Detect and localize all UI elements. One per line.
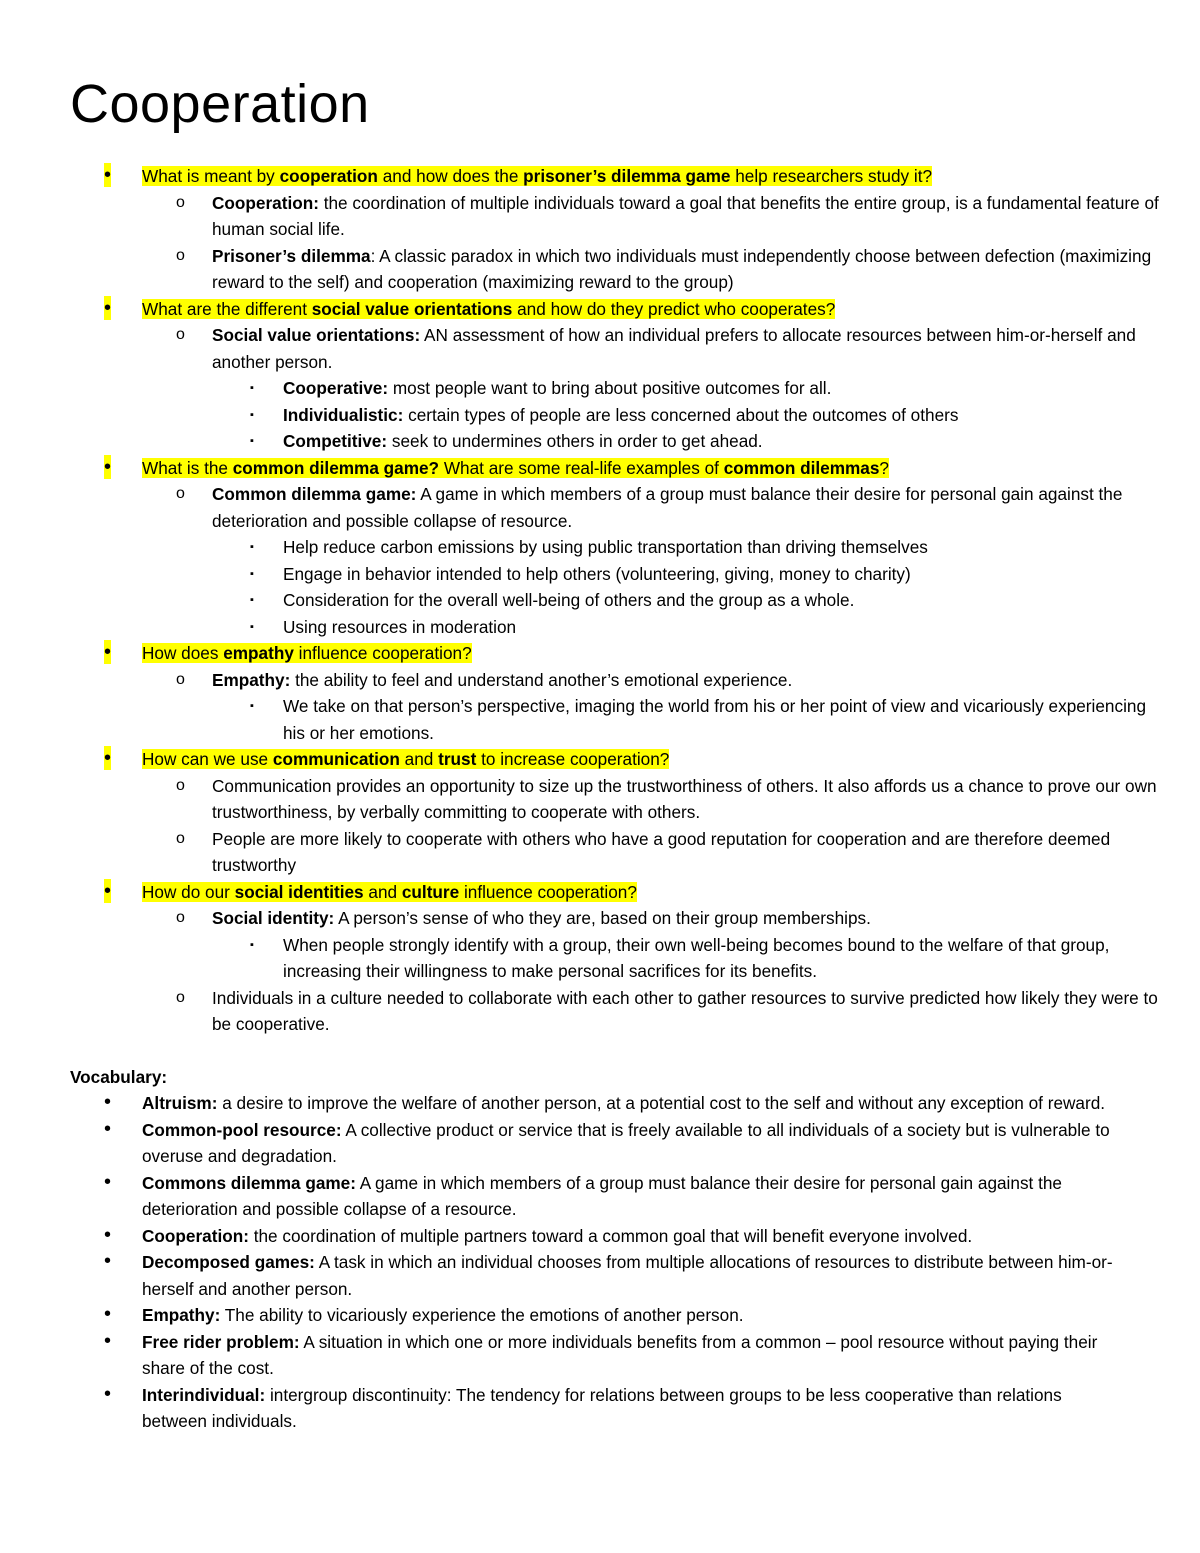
question-item <box>0 163 1200 190</box>
answer-item <box>0 826 1200 879</box>
text-run: What is meant by <box>142 166 280 186</box>
bullet-marker: ▪ <box>250 700 254 712</box>
bold-term: prisoner’s dilemma game <box>523 166 731 186</box>
text-run: We take on that person’s perspective, imaging the world from his or her point of view and vicariously experiencing his or her emotions. <box>283 696 1146 743</box>
answer-item-text <box>212 905 1160 932</box>
answer-item-text <box>212 826 1160 879</box>
answer-item-text <box>212 322 1160 375</box>
detail-item <box>0 693 1200 746</box>
vocabulary-term: Free rider problem: <box>142 1331 300 1352</box>
text-run: Consideration for the overall well-being of others and the group as a whole. <box>283 590 855 610</box>
question-item-text <box>142 746 1160 773</box>
vocabulary-item-text <box>142 1329 1130 1382</box>
bullet-marker: • <box>104 1382 112 1405</box>
bullet-marker: • <box>104 1223 112 1246</box>
vocabulary-term: Altruism: <box>142 1093 218 1113</box>
text-run: the ability to feel and understand another’s emotional experience. <box>290 669 793 690</box>
detail-item <box>0 932 1200 985</box>
bullet-marker: o <box>176 326 185 343</box>
text-run: influence cooperation? <box>459 881 637 902</box>
text-run: ? <box>879 457 889 478</box>
bold-term: common dilemma game? <box>232 457 440 478</box>
answer-item <box>0 905 1200 932</box>
bold-term: cooperation <box>279 166 378 186</box>
answer-item-text <box>212 985 1160 1038</box>
text-run: seek to undermines others in order to get ahead. <box>387 431 763 451</box>
bold-term: Cooperation: <box>212 192 319 213</box>
bullet-marker: ▪ <box>250 382 254 394</box>
highlighted-question <box>142 749 669 769</box>
vocabulary-definition: A collective product or service that is freely available to all individuals of a society but is vulnerable to overuse and degradation. <box>142 1119 1110 1166</box>
vocabulary-definition: A game in which members of a group must balance their desire for personal gain against the deterioration and possible collapse of a resource. <box>142 1172 1062 1219</box>
question-item <box>0 640 1200 667</box>
bold-term: culture <box>401 881 460 902</box>
answer-item <box>0 190 1200 243</box>
answer-item <box>0 322 1200 375</box>
vocabulary-item <box>0 1170 1200 1223</box>
bullet-marker: o <box>176 193 185 211</box>
answer-item-text <box>212 773 1160 826</box>
answer-item-text <box>212 243 1160 296</box>
answer-item <box>0 985 1200 1038</box>
text-run: : A classic paradox in which two individuals must independently choose between defection (maximizing reward to the self) and cooperation (maximizing reward to the group) <box>212 245 1152 292</box>
question-item-text <box>142 163 1160 190</box>
answer-item-text <box>212 190 1160 243</box>
bold-term: Competitive: <box>283 431 388 451</box>
vocabulary-item <box>0 1117 1200 1170</box>
bold-term: common dilemmas <box>723 457 880 478</box>
bullet-marker: • <box>104 164 112 186</box>
highlighted-question <box>142 166 932 186</box>
bullet-marker: • <box>104 1303 112 1325</box>
bold-term: Cooperative: <box>283 378 389 398</box>
highlighted-question <box>142 882 637 902</box>
detail-item <box>0 614 1200 641</box>
vocabulary-item-text <box>142 1302 1130 1329</box>
highlighted-question <box>142 643 472 663</box>
question-item-text <box>142 455 1160 482</box>
text-run: and how does the <box>377 166 524 186</box>
bullet-marker: • <box>104 879 112 902</box>
detail-item <box>0 375 1200 402</box>
text-run: Individuals in a culture needed to collaborate with each other to gather resources to survive predicted how likely they were to be cooperative. <box>212 987 1158 1034</box>
bullet-marker: ▪ <box>250 435 254 447</box>
detail-item-text <box>283 693 1160 746</box>
bullet-marker: o <box>176 988 185 1006</box>
bold-term: empathy <box>223 643 294 663</box>
bullet-marker: ▪ <box>250 408 254 421</box>
answer-item-text <box>212 481 1160 534</box>
answer-item <box>0 481 1200 534</box>
text-run: How do our <box>142 881 235 902</box>
vocabulary-term: Interindividual: <box>142 1384 266 1405</box>
detail-item <box>0 561 1200 588</box>
text-run: to increase cooperation? <box>476 749 670 769</box>
vocabulary-term: Empathy: <box>142 1305 221 1325</box>
bullet-marker: • <box>104 1117 112 1140</box>
vocabulary-term: Common-pool resource: <box>142 1119 342 1140</box>
bullet-marker: ▪ <box>250 938 254 951</box>
detail-item-text <box>283 587 1160 614</box>
detail-item <box>0 534 1200 561</box>
detail-item-text <box>283 402 1160 429</box>
bullet-marker: • <box>104 1329 112 1352</box>
answer-item <box>0 243 1200 296</box>
bold-term: communication <box>272 749 400 769</box>
text-run: most people want to bring about positive outcomes for all. <box>388 378 832 398</box>
bold-term: trust <box>438 749 477 769</box>
detail-item <box>0 402 1200 429</box>
vocabulary-item <box>0 1223 1200 1250</box>
text-run: People are more likely to cooperate with others who have a good reputation for cooperation and are therefore deemed trustworthy <box>212 828 1111 875</box>
question-item-text <box>142 640 1160 667</box>
text-run: What are the different <box>142 298 312 319</box>
vocabulary-term: Commons dilemma game: <box>142 1172 356 1193</box>
detail-item-text <box>283 534 1160 561</box>
answer-item-text <box>212 667 1160 694</box>
vocabulary-list <box>0 1090 1200 1435</box>
text-run: certain types of people are less concerned about the outcomes of others <box>403 404 959 425</box>
highlighted-question <box>142 299 835 319</box>
bullet-marker: ▪ <box>250 594 254 606</box>
bullet-marker: • <box>104 641 112 663</box>
vocabulary-item-text <box>142 1170 1130 1223</box>
text-run: When people strongly identify with a group, their own well-being becomes bound to the welfare of that group, increasing their willingness to make personal sacrifices for its benefits. <box>283 934 1110 981</box>
text-run: and how do they predict who cooperates? <box>512 298 836 319</box>
vocabulary-item <box>0 1382 1200 1435</box>
text-run: help researchers study it? <box>730 166 933 186</box>
bullet-marker: • <box>104 747 112 769</box>
detail-item-text <box>283 428 1160 455</box>
text-run: the coordination of multiple individuals toward a goal that benefits the entire group, is a fundamental feature of human social life. <box>212 192 1159 239</box>
text-run: and <box>363 881 402 902</box>
bullet-marker: • <box>104 1091 112 1113</box>
vocabulary-definition: intergroup discontinuity: The tendency for relations between groups to be less cooperative than relations between individuals. <box>142 1384 1062 1431</box>
detail-item-text <box>283 614 1160 641</box>
vocabulary-term: Cooperation: <box>142 1225 249 1246</box>
vocabulary-definition: The ability to vicariously experience the emotions of another person. <box>220 1305 744 1325</box>
bold-term: Social value orientations: <box>212 325 421 345</box>
question-item-text <box>142 296 1160 323</box>
bold-term: Individualistic: <box>283 404 404 425</box>
text-run: influence cooperation? <box>293 643 472 663</box>
detail-item-text <box>283 932 1160 985</box>
vocabulary-definition: the coordination of multiple partners toward a common goal that will benefit everyone involved. <box>248 1225 973 1246</box>
text-run: What is the <box>142 457 233 478</box>
question-list <box>0 163 1200 1038</box>
vocabulary-term: Decomposed games: <box>142 1252 315 1272</box>
detail-item <box>0 428 1200 455</box>
bullet-marker: o <box>176 829 185 847</box>
text-run: A game in which members of a group must balance their desire for personal gain against the deterioration and possible collapse of resource. <box>212 484 1123 531</box>
bullet-marker: o <box>176 776 185 794</box>
bold-term: social value orientations <box>311 298 513 319</box>
vocabulary-item <box>0 1090 1200 1117</box>
bullet-marker: ▪ <box>250 541 254 553</box>
text-run: AN assessment of how an individual prefers to allocate resources between him-or-herself and another person. <box>212 325 1136 372</box>
vocabulary-definition: a desire to improve the welfare of another person, at a potential cost to the self and without any exception of reward. <box>217 1093 1106 1113</box>
bold-term: Prisoner’s dilemma <box>212 245 371 266</box>
vocabulary-item <box>0 1249 1200 1302</box>
text-run: Communication provides an opportunity to size up the trustworthiness of others. It also affords us a chance to prove our own trustworthiness, by verbally committing to cooperate with others. <box>212 775 1157 822</box>
bullet-marker: o <box>176 485 185 502</box>
bullet-marker: • <box>104 1250 112 1272</box>
text-run: and <box>399 749 439 769</box>
text-run: Help reduce carbon emissions by using public transportation than driving themselves <box>283 537 928 557</box>
detail-item-text <box>283 375 1160 402</box>
answer-item <box>0 773 1200 826</box>
vocabulary-item-text <box>142 1382 1130 1435</box>
vocabulary-item <box>0 1329 1200 1382</box>
question-item <box>0 296 1200 323</box>
vocabulary-item <box>0 1302 1200 1329</box>
bullet-marker: • <box>104 1170 112 1193</box>
detail-item-text <box>283 561 1160 588</box>
question-item-text <box>142 879 1160 906</box>
bold-term: Empathy: <box>212 669 291 690</box>
text-run: What are some real-life examples of <box>439 457 724 478</box>
vocabulary-item-text <box>142 1117 1130 1170</box>
document-body <box>0 163 1200 1435</box>
bullet-marker: ▪ <box>250 620 254 633</box>
bullet-marker: o <box>176 246 185 264</box>
bullet-marker: • <box>104 296 112 319</box>
vocabulary-heading: Vocabulary: <box>70 1066 168 1087</box>
page-title: Cooperation <box>70 74 370 134</box>
bullet-marker: • <box>104 455 112 478</box>
answer-item <box>0 667 1200 694</box>
vocabulary-definition: A situation in which one or more individuals benefits from a common – pool resource without paying their share of the cost. <box>142 1331 1098 1378</box>
bold-term: social identities <box>234 881 364 902</box>
question-item <box>0 455 1200 482</box>
vocabulary-definition: A task in which an individual chooses from multiple allocations of resources to distribute between him-or-herself and another person. <box>142 1252 1113 1299</box>
bullet-marker: o <box>176 909 185 926</box>
text-run: Engage in behavior intended to help others (volunteering, giving, money to charity) <box>283 563 911 584</box>
bold-term: Social identity: <box>212 908 335 928</box>
question-item <box>0 746 1200 773</box>
highlighted-question <box>142 458 889 478</box>
detail-item <box>0 587 1200 614</box>
bullet-marker: o <box>176 670 185 688</box>
bold-term: Common dilemma game: <box>212 484 417 504</box>
question-item <box>0 879 1200 906</box>
text-run: How can we use <box>142 749 273 769</box>
text-run: A person’s sense of who they are, based on their group memberships. <box>334 908 871 928</box>
vocabulary-item-text <box>142 1223 1130 1250</box>
vocabulary-item-text <box>142 1090 1130 1117</box>
bullet-marker: ▪ <box>250 567 254 580</box>
text-run: How does <box>142 643 224 663</box>
text-run: Using resources in moderation <box>283 616 517 637</box>
vocabulary-item-text <box>142 1249 1130 1302</box>
